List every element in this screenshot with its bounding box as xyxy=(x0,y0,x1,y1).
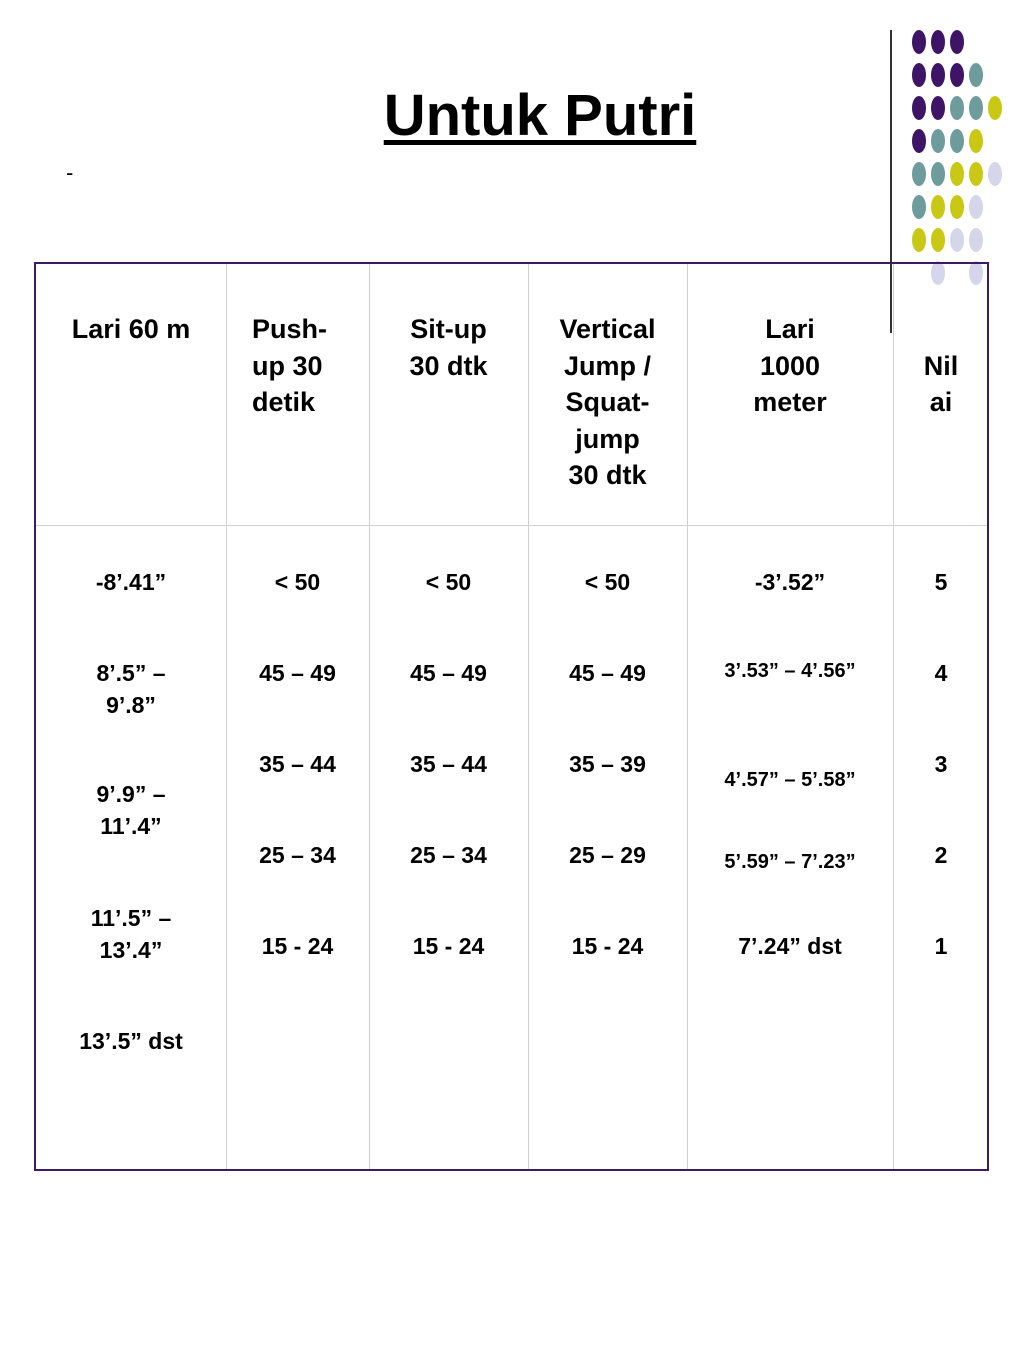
lari1000-cell: 7’.24” dst xyxy=(738,933,842,959)
decorative-dot xyxy=(950,195,964,219)
header-lari-1000m: Lari 1000 meter xyxy=(753,314,827,417)
lari60-cell: 9’.9” – 11’.4” xyxy=(96,781,166,839)
decorative-dot xyxy=(950,228,964,252)
situp-cell: 25 – 34 xyxy=(410,842,487,868)
decorative-dot xyxy=(912,195,926,219)
lari1000-cell: -3’.52” xyxy=(754,569,826,595)
situp-cell: 45 – 49 xyxy=(410,660,487,686)
slide-title: Untuk Putri xyxy=(383,83,697,148)
header-divider xyxy=(36,525,987,526)
decorative-dot xyxy=(969,228,983,252)
situp-cell: < 50 xyxy=(425,569,472,595)
decorative-dot xyxy=(969,63,983,87)
subtitle-bullet: - xyxy=(66,160,74,185)
pushup-cell: 15 - 24 xyxy=(261,933,334,959)
header-vertical-jump: Vertical Jump / Squat- jump 30 dtk xyxy=(559,314,656,490)
header-nilai: Nil ai xyxy=(923,350,959,417)
decorative-dot xyxy=(931,96,945,120)
situp-cell: 15 - 24 xyxy=(412,933,485,959)
nilai-cell: 2 xyxy=(934,842,948,868)
header-sit-up: Sit-up 30 dtk xyxy=(409,314,488,381)
decorative-dot xyxy=(912,63,926,87)
nilai-cell: 3 xyxy=(934,751,948,777)
pushup-cell: 45 – 49 xyxy=(259,660,336,686)
decorative-dot xyxy=(912,228,926,252)
lari1000-cell: 5’.59” – 7’.23” xyxy=(724,851,856,873)
decorative-dot xyxy=(931,129,945,153)
decorative-dot xyxy=(950,96,964,120)
decorative-dot xyxy=(931,63,945,87)
lari60-cell: -8’.41” xyxy=(95,569,167,595)
decorative-dot xyxy=(969,129,983,153)
vertical-jump-cell: 45 – 49 xyxy=(569,660,646,686)
column-divider xyxy=(369,264,370,1169)
decorative-dot xyxy=(912,30,926,54)
nilai-cell: 1 xyxy=(934,933,948,959)
decorative-dot xyxy=(950,129,964,153)
situp-cell: 35 – 44 xyxy=(410,751,487,777)
decorative-dot xyxy=(931,162,945,186)
decorative-dot xyxy=(969,195,983,219)
lari60-cell: 8’.5” – 9’.8” xyxy=(96,660,166,718)
decorative-dot xyxy=(988,162,1002,186)
vertical-jump-cell: 25 – 29 xyxy=(569,842,646,868)
decorative-dot xyxy=(931,195,945,219)
pushup-cell: 35 – 44 xyxy=(259,751,336,777)
decorative-dot xyxy=(969,162,983,186)
vertical-jump-cell: < 50 xyxy=(584,569,631,595)
decorative-dot xyxy=(912,162,926,186)
decorative-dot xyxy=(969,96,983,120)
pushup-cell: 25 – 34 xyxy=(259,842,336,868)
decorative-dot xyxy=(912,129,926,153)
nilai-cell: 4 xyxy=(934,660,948,686)
lari60-cell: 11’.5” – 13’.4” xyxy=(90,905,172,963)
vertical-jump-cell: 35 – 39 xyxy=(569,751,646,777)
score-table xyxy=(34,262,989,1171)
header-lari-60m: Lari 60 m xyxy=(71,314,191,344)
decorative-dot xyxy=(912,96,926,120)
nilai-cell: 5 xyxy=(934,569,948,595)
decorative-dot xyxy=(988,96,1002,120)
header-push-up: Push- up 30 detik xyxy=(252,314,328,417)
decorative-dot xyxy=(931,30,945,54)
decorative-dot xyxy=(950,162,964,186)
vertical-jump-cell: 15 - 24 xyxy=(571,933,644,959)
lari1000-cell: 4’.57” – 5’.58” xyxy=(724,769,856,791)
decorative-dot xyxy=(950,63,964,87)
lari60-cell: 13’.5” dst xyxy=(79,1028,183,1054)
decorative-dot xyxy=(950,30,964,54)
decorative-dot xyxy=(931,228,945,252)
lari1000-cell: 3’.53” – 4’.56” xyxy=(724,660,856,682)
pushup-cell: < 50 xyxy=(274,569,321,595)
